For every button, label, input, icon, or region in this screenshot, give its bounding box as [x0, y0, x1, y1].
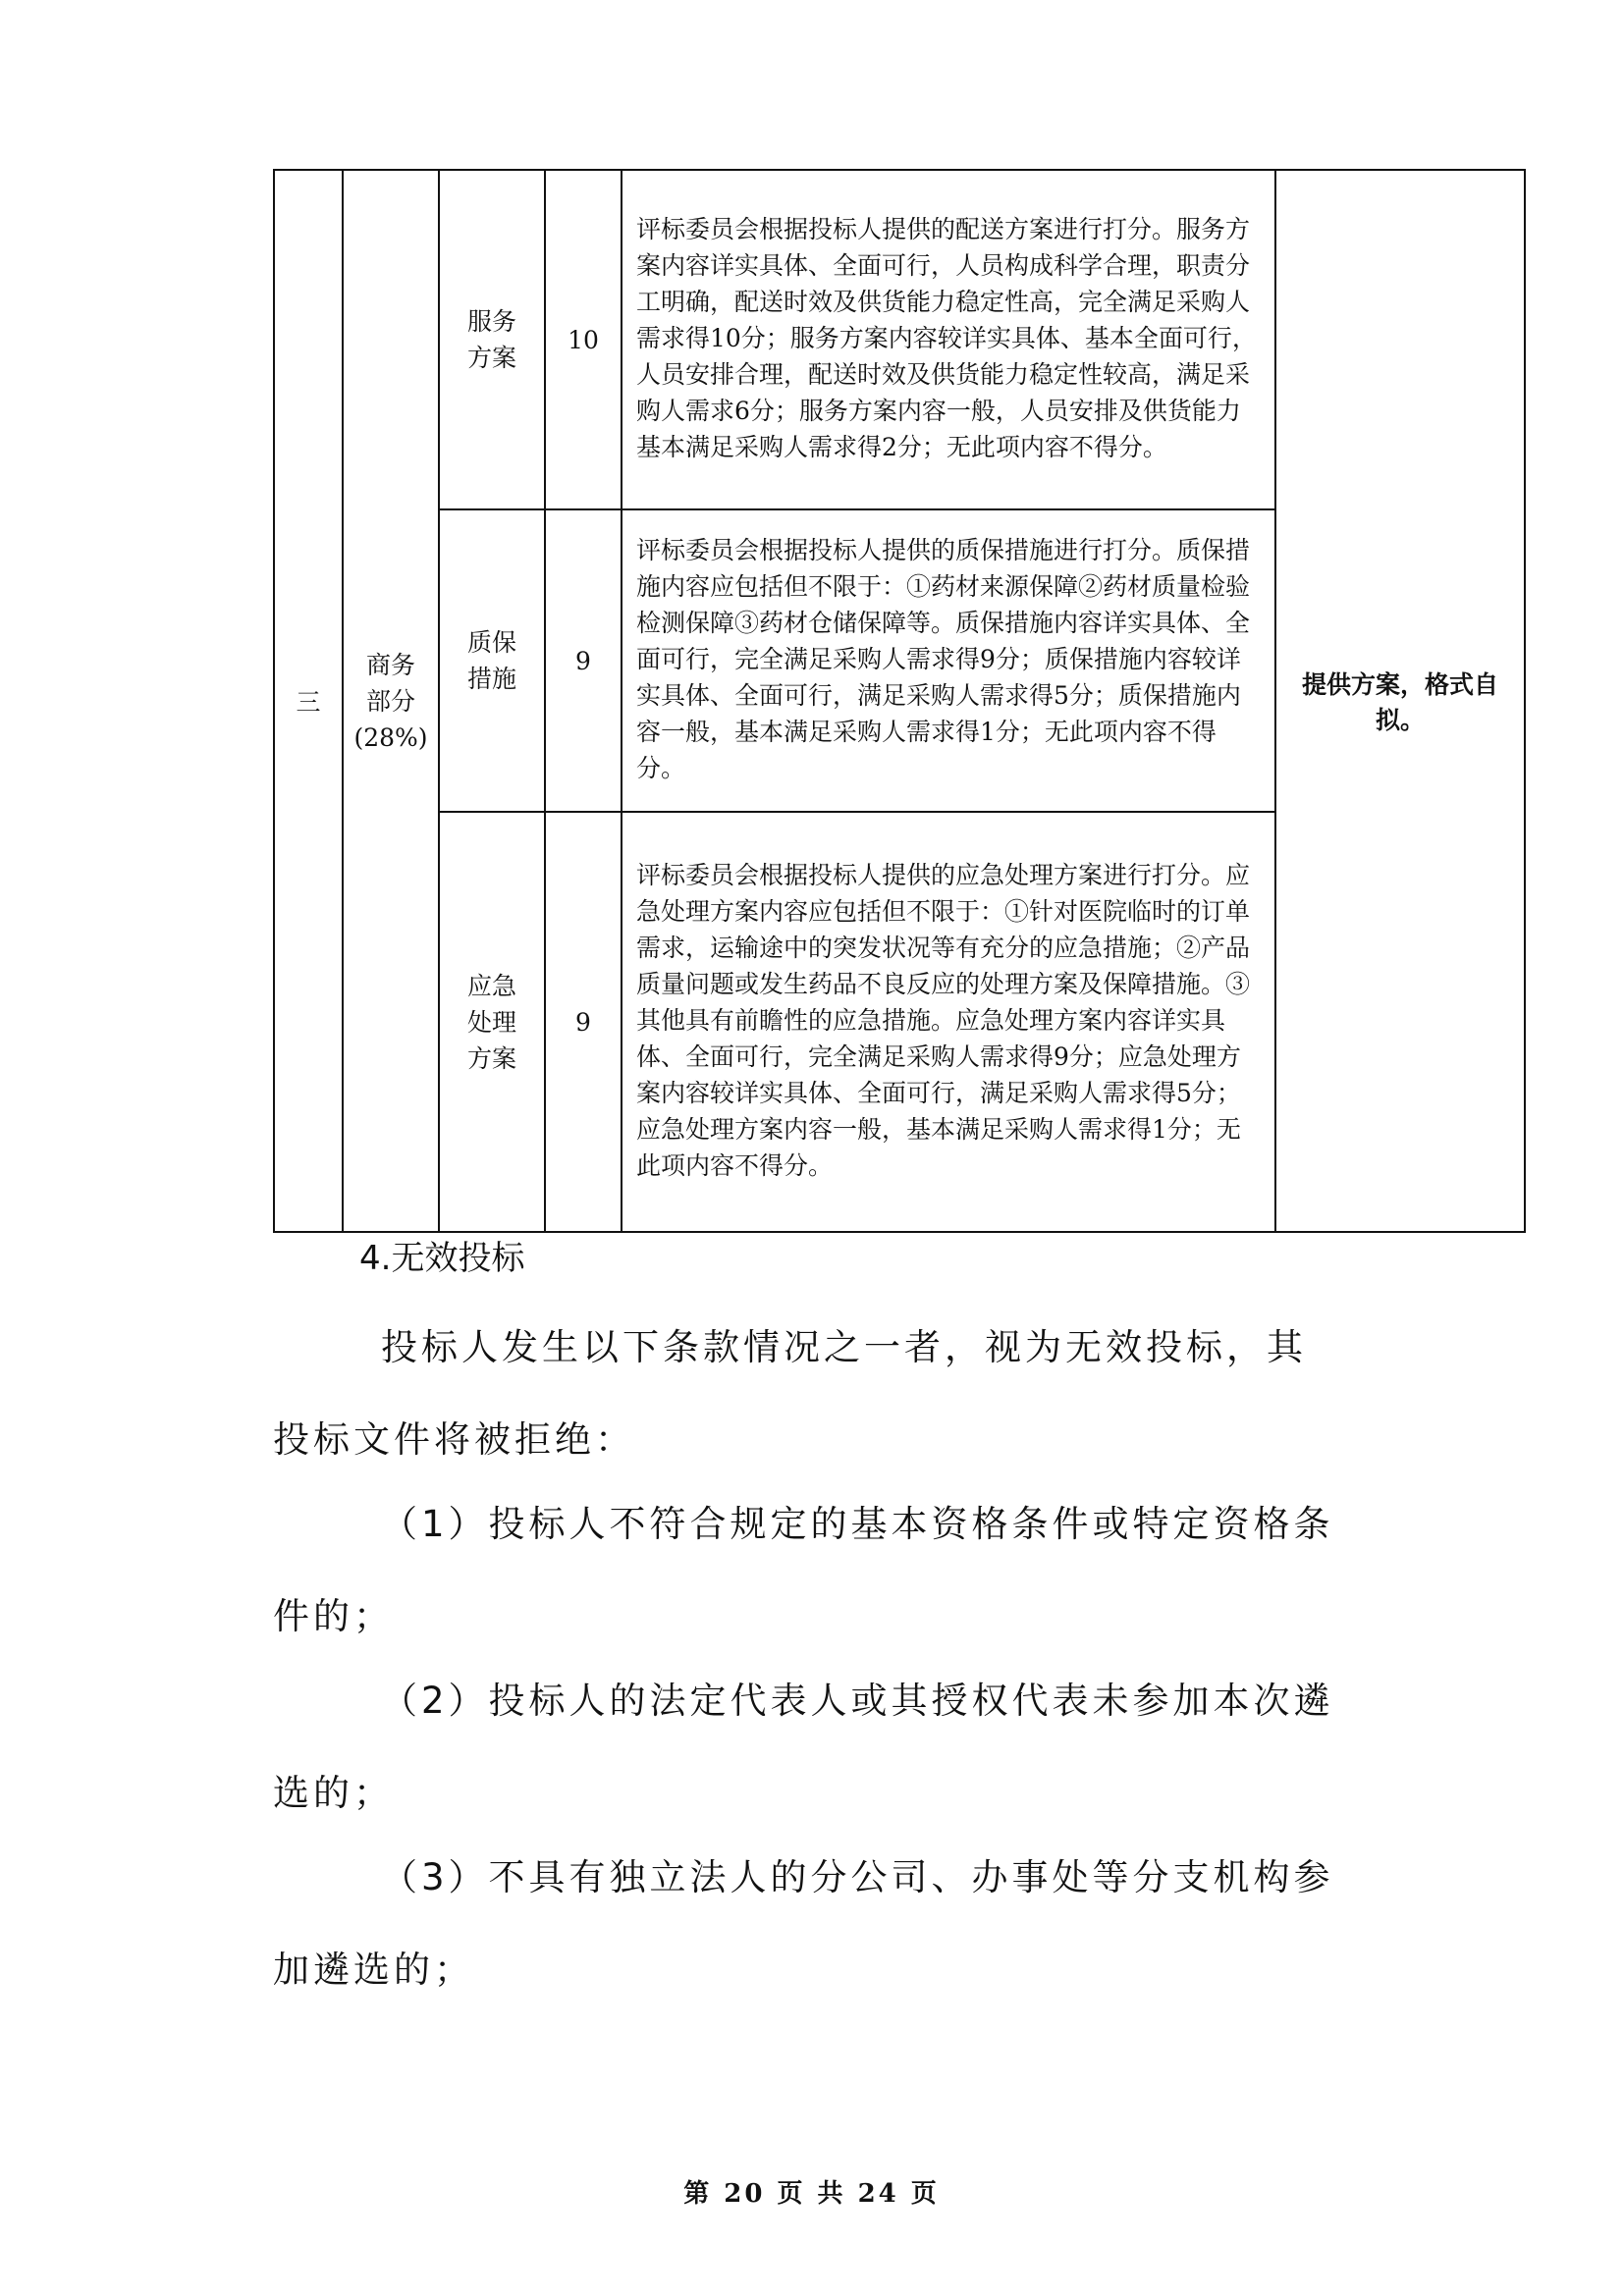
item-name-line3: 方案	[466, 1043, 516, 1073]
requirement-text: 提供方案，格式自拟。	[1301, 670, 1498, 734]
section-heading: 4.无效投标	[359, 1239, 525, 1278]
item-name-line1: 质保	[466, 628, 516, 657]
part-cell	[343, 170, 439, 1232]
item-name-line1: 服务	[466, 307, 516, 336]
item-name-line2: 方案	[466, 344, 516, 372]
part-label-line3: (28%)	[353, 722, 428, 752]
item-name-line2: 处理	[466, 1007, 516, 1037]
item-description: 评标委员会根据投标人提供的质保措施进行打分。质保措施内容应包括但不限于：①药材来源保障②药材质量检验检测保障③药材仓储保障等。质保措施内容详实具体、全面可行，完全满足采购人需求得9分；质保措施内容较详实具体、全面可行，满足采购人需求得5分；质保措施内容一般，基本满足采购人需求得1分；无此项内容不得分。	[636, 535, 1251, 782]
item-name-line1: 应急	[466, 971, 516, 1000]
item-score: 10	[568, 325, 599, 354]
part-label-line2: 部分	[365, 686, 415, 716]
item-score-cell	[545, 170, 622, 509]
section-index-cell	[274, 170, 343, 1232]
table-row	[274, 170, 1525, 509]
item-score-cell	[545, 509, 622, 812]
requirement-cell	[1275, 170, 1525, 1232]
page-number-footer: 第 20 页 共 24 页	[683, 2179, 940, 2209]
item-description: 评标委员会根据投标人提供的应急处理方案进行打分。应急处理方案内容应包括但不限于：①针对医院临时的订单需求，运输途中的突发状况等有充分的应急措施；②产品质量问题或发生药品不良反应的处理方案及保障措施。③其他具有前瞻性的应急措施。应急处理方案内容详实具体、全面可行，完全满足采购人需求得9分；应急处理方案内容较详实具体、全面可行，满足采购人需求得5分；应急处理方案内容一般，基本满足采购人需求得1分；无此项内容不得分。	[636, 860, 1251, 1180]
item-name-line2: 措施	[466, 665, 516, 693]
list-item: （3）不具有独立法人的分公司、办事处等分支机构参加遴选的；	[273, 1856, 1334, 1991]
item-name-cell	[439, 509, 545, 812]
item-description-cell	[622, 812, 1275, 1232]
item-name-cell	[439, 812, 545, 1232]
part-label-line1: 商务	[365, 650, 415, 679]
item-score: 9	[575, 646, 591, 675]
item-description: 评标委员会根据投标人提供的配送方案进行打分。服务方案内容详实具体、全面可行，人员构成科学合理，职责分工明确，配送时效及供货能力稳定性高，完全满足采购人需求得10分；服务方案内容较详实具体、基本全面可行，人员安排合理，配送时效及供货能力稳定性较高，满足采购人需求6分；服务方案内容一般，人员安排及供货能力基本满足采购人需求得2分；无此项内容不得分。	[636, 214, 1257, 461]
item-description-cell	[622, 170, 1275, 509]
item-score-cell	[545, 812, 622, 1232]
list-item: （1）投标人不符合规定的基本资格条件或特定资格条件的；	[273, 1503, 1334, 1637]
item-name-cell	[439, 170, 545, 509]
item-score: 9	[575, 1007, 591, 1037]
scoring-table	[273, 169, 1526, 1233]
section-intro-paragraph: 投标人发生以下条款情况之一者，视为无效投标，其投标文件将被拒绝：	[273, 1326, 1307, 1461]
section-index: 三	[296, 688, 321, 717]
item-description-cell	[622, 509, 1275, 812]
list-item: （2）投标人的法定代表人或其授权代表未参加本次遴选的；	[273, 1680, 1334, 1814]
